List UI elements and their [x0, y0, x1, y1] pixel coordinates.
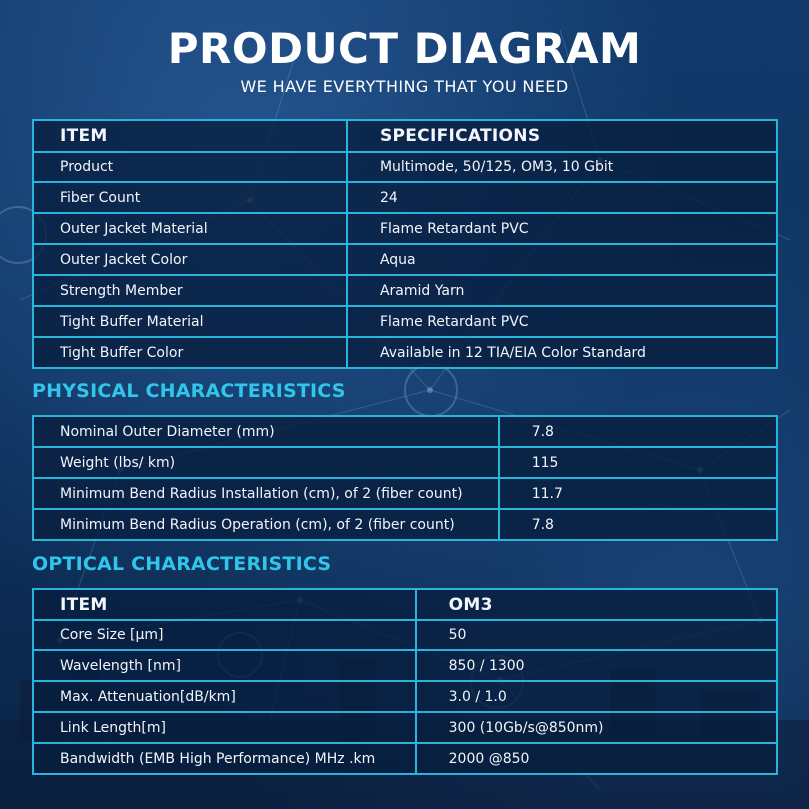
optical-characteristics-heading: OPTICAL CHARACTERISTICS: [32, 553, 332, 575]
value-cell: Aqua: [347, 244, 777, 275]
value-cell: 50: [416, 620, 777, 650]
table-row: [33, 478, 777, 509]
table-row: [33, 337, 777, 368]
physical-characteristics-table: [32, 415, 778, 541]
table-row: [33, 743, 777, 774]
table-header-row: [33, 120, 777, 152]
value-cell: 850 / 1300: [416, 650, 777, 681]
value-cell: 11.7: [499, 478, 777, 509]
table-row: [33, 182, 777, 213]
table-row: [33, 650, 777, 681]
item-cell: Fiber Count: [33, 182, 347, 213]
value-cell: Multimode, 50/125, OM3, 10 Gbit: [347, 152, 777, 182]
specifications-table: [32, 119, 778, 369]
item-cell: Minimum Bend Radius Installation (cm), of 2 (fiber count): [33, 478, 499, 509]
value-cell: 300 (10Gb/s@850nm): [416, 712, 777, 743]
item-cell: Core Size [µm]: [33, 620, 416, 650]
table-row: [33, 244, 777, 275]
table-row: [33, 152, 777, 182]
column-header: ITEM: [33, 120, 347, 152]
item-cell: Outer Jacket Color: [33, 244, 347, 275]
item-cell: Tight Buffer Color: [33, 337, 347, 368]
table-row: [33, 306, 777, 337]
page-title: PRODUCT DIAGRAM: [167, 24, 642, 73]
page-subtitle: WE HAVE EVERYTHING THAT YOU NEED: [240, 77, 569, 96]
item-cell: Nominal Outer Diameter (mm): [33, 416, 499, 447]
item-cell: Bandwidth (EMB High Performance) MHz .km: [33, 743, 416, 774]
value-cell: 2000 @850: [416, 743, 777, 774]
table-row: [33, 416, 777, 447]
value-cell: Aramid Yarn: [347, 275, 777, 306]
item-cell: Max. Attenuation[dB/km]: [33, 681, 416, 712]
item-cell: Link Length[m]: [33, 712, 416, 743]
item-cell: Strength Member: [33, 275, 347, 306]
value-cell: 7.8: [499, 509, 777, 540]
value-cell: 24: [347, 182, 777, 213]
value-cell: Flame Retardant PVC: [347, 213, 777, 244]
item-cell: Outer Jacket Material: [33, 213, 347, 244]
column-header: SPECIFICATIONS: [347, 120, 777, 152]
table-row: [33, 447, 777, 478]
table-header-row: [33, 589, 777, 620]
optical-characteristics-table: [32, 588, 778, 775]
table-row: [33, 509, 777, 540]
physical-characteristics-heading: PHYSICAL CHARACTERISTICS: [32, 380, 346, 402]
column-header: OM3: [416, 589, 777, 620]
value-cell: Flame Retardant PVC: [347, 306, 777, 337]
item-cell: Minimum Bend Radius Operation (cm), of 2 (fiber count): [33, 509, 499, 540]
item-cell: Weight (lbs/ km): [33, 447, 499, 478]
value-cell: 3.0 / 1.0: [416, 681, 777, 712]
item-cell: Wavelength [nm]: [33, 650, 416, 681]
value-cell: Available in 12 TIA/EIA Color Standard: [347, 337, 777, 368]
item-cell: Product: [33, 152, 347, 182]
value-cell: 115: [499, 447, 777, 478]
table-row: [33, 620, 777, 650]
table-row: [33, 712, 777, 743]
table-row: [33, 681, 777, 712]
value-cell: 7.8: [499, 416, 777, 447]
item-cell: Tight Buffer Material: [33, 306, 347, 337]
column-header: ITEM: [33, 589, 416, 620]
table-row: [33, 213, 777, 244]
table-row: [33, 275, 777, 306]
